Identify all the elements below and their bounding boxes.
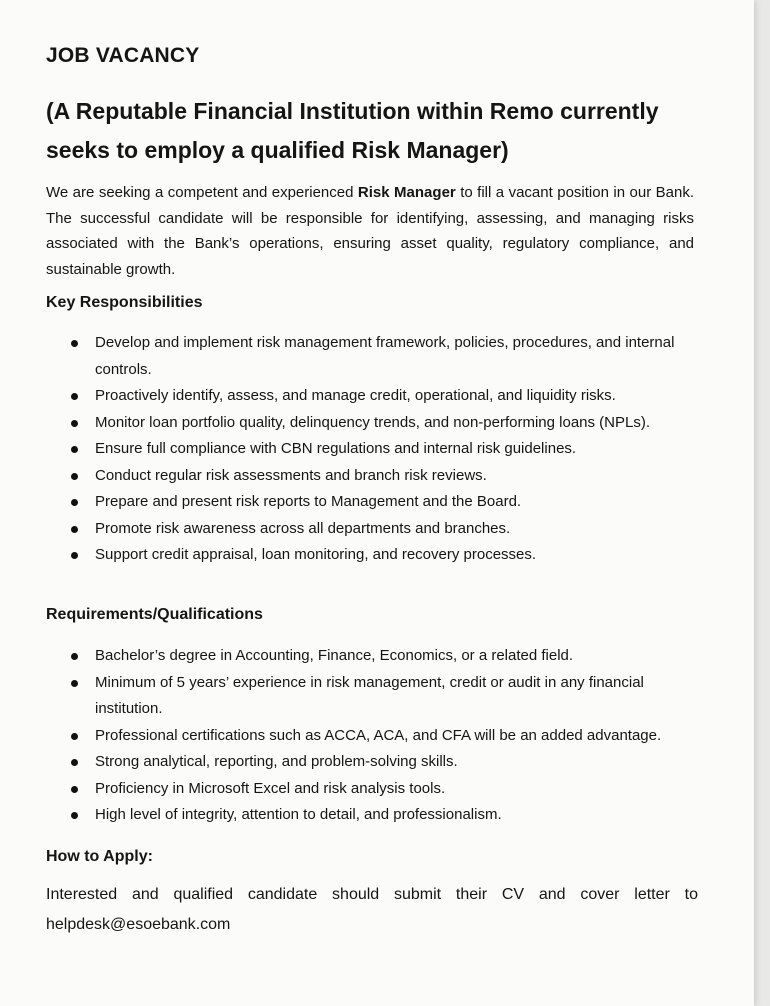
responsibility-item: Conduct regular risk assessments and branch risk reviews.	[95, 463, 695, 490]
responsibility-item: Promote risk awareness across all departments and branches.	[95, 516, 695, 543]
requirements-heading: Requirements/Qualifications	[46, 606, 263, 623]
requirement-item: Bachelor’s degree in Accounting, Finance, Economics, or a related field.	[95, 643, 695, 670]
apply-instructions: Interested and qualified candidate should submit their CV and cover letter to	[46, 886, 698, 903]
intro-paragraph	[46, 180, 694, 282]
intro-text-end: to fill a vacant position in our Bank. The successful candidate will be responsible for identifying, assessing, and managing risks associated with the Bank’s operations, ensuring asset quality, regulatory compliance, and sustainable growth.	[46, 184, 694, 278]
intro-role: Risk Manager	[357, 184, 456, 201]
vacancy-subtitle: (A Reputable Financial Institution within Remo currently seeks to employ a qualified Risk Manager)	[46, 98, 659, 163]
responsibilities-list	[95, 330, 695, 569]
responsibilities-heading: Key Responsibilities	[46, 294, 203, 311]
requirement-item: Strong analytical, reporting, and problem-solving skills.	[95, 749, 695, 776]
requirement-item: Proficiency in Microsoft Excel and risk analysis tools.	[95, 776, 695, 803]
responsibility-item: Ensure full compliance with CBN regulations and internal risk guidelines.	[95, 436, 695, 463]
apply-email[interactable]: helpdesk@esoebank.com	[46, 916, 231, 933]
responsibility-item: Support credit appraisal, loan monitoring, and recovery processes.	[95, 542, 695, 569]
requirement-item: Professional certifications such as ACCA, ACA, and CFA will be an added advantage.	[95, 723, 695, 750]
requirement-item: High level of integrity, attention to detail, and professionalism.	[95, 802, 695, 829]
requirement-item: Minimum of 5 years’ experience in risk management, credit or audit in any financial institution.	[95, 670, 695, 723]
responsibility-item: Proactively identify, assess, and manage credit, operational, and liquidity risks.	[95, 383, 695, 410]
responsibility-item: Develop and implement risk management framework, policies, procedures, and internal controls.	[95, 330, 695, 383]
responsibility-item: Prepare and present risk reports to Management and the Board.	[95, 489, 695, 516]
requirements-list	[95, 643, 695, 829]
apply-paragraph	[46, 880, 698, 940]
how-to-apply-heading: How to Apply:	[46, 848, 153, 865]
responsibility-item: Monitor loan portfolio quality, delinquency trends, and non-performing loans (NPLs).	[95, 410, 695, 437]
page-title: JOB VACANCY	[46, 44, 200, 67]
intro-text-start: We are seeking a competent and experienced	[46, 184, 358, 201]
